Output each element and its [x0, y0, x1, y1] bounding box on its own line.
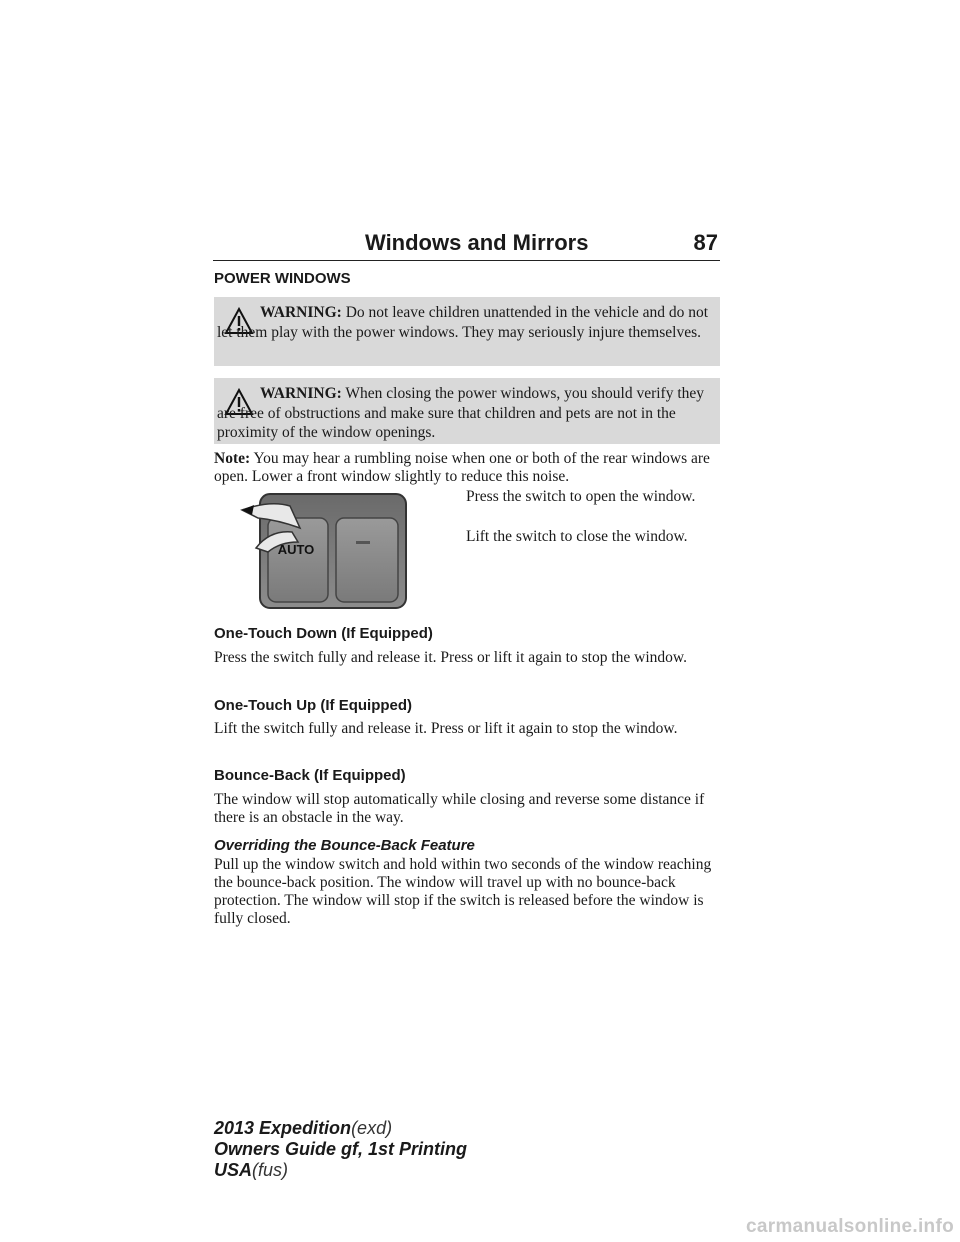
subsection-text: Press the switch fully and release it. Press or lift it again to stop the window.: [214, 649, 687, 666]
subsection-title: Bounce-Back (If Equipped): [214, 767, 406, 784]
subsection-title: One-Touch Up (If Equipped): [214, 697, 413, 714]
footer-model: 2013 Expedition: [214, 1118, 352, 1138]
footer-model-code: (exd): [351, 1118, 393, 1138]
footer-line-1: [214, 1118, 467, 1139]
footer-line-2: Owners Guide gf, 1st Printing: [214, 1139, 468, 1159]
auto-label: AUTO: [277, 542, 315, 557]
footer-market: USA: [214, 1160, 253, 1180]
switch-instruction-close: Lift the switch to close the window.: [466, 528, 688, 545]
warning-text: [217, 384, 712, 443]
note-label: Note:: [214, 450, 251, 467]
warning-text: [217, 303, 712, 342]
chapter-title: Windows and Mirrors: [365, 230, 589, 255]
subsection-title: Overriding the Bounce-Back Feature: [214, 837, 475, 854]
section-title: POWER WINDOWS: [214, 270, 351, 287]
warning-label: WARNING:: [260, 304, 342, 321]
note-paragraph: [214, 450, 720, 486]
subsection-text: Lift the switch fully and release it. Press or lift it again to stop the window.: [214, 720, 678, 737]
subsection-title: One-Touch Down (If Equipped): [214, 625, 433, 642]
warning-body: Do not leave children unattended in the vehicle and do not let them play with the power windows. They may seriously injure themselves.: [217, 304, 709, 341]
watermark: carmanualsonline.info: [746, 1216, 954, 1237]
warning-box: [214, 297, 720, 366]
page-header: [213, 230, 720, 261]
subsection-text: Pull up the window switch and hold within two seconds of the window reaching the bounce-back position. The window will travel up with no bounce-back protection. The window will stop if the switch is released before the window is fully closed.: [214, 856, 712, 927]
footer-line-3: [214, 1160, 467, 1181]
warning-box: [214, 378, 720, 444]
window-switch-illustration: [240, 490, 410, 610]
warning-body: When closing the power windows, you should verify they are free of obstructions and make sure that children and pets are not in the proximity of the window openings.: [217, 385, 705, 441]
subsection-text: The window will stop automatically while closing and reverse some distance if there is an obstacle in the way.: [214, 791, 705, 826]
print-footer: [214, 1118, 467, 1181]
warning-label: WARNING:: [260, 385, 342, 402]
note-body: You may hear a rumbling noise when one or both of the rear windows are open. Lower a front window slightly to reduce this noise.: [214, 450, 710, 485]
switch-instruction-open: Press the switch to open the window.: [466, 488, 696, 505]
footer-market-code: (fus): [252, 1160, 289, 1180]
page-number: 87: [693, 230, 718, 255]
